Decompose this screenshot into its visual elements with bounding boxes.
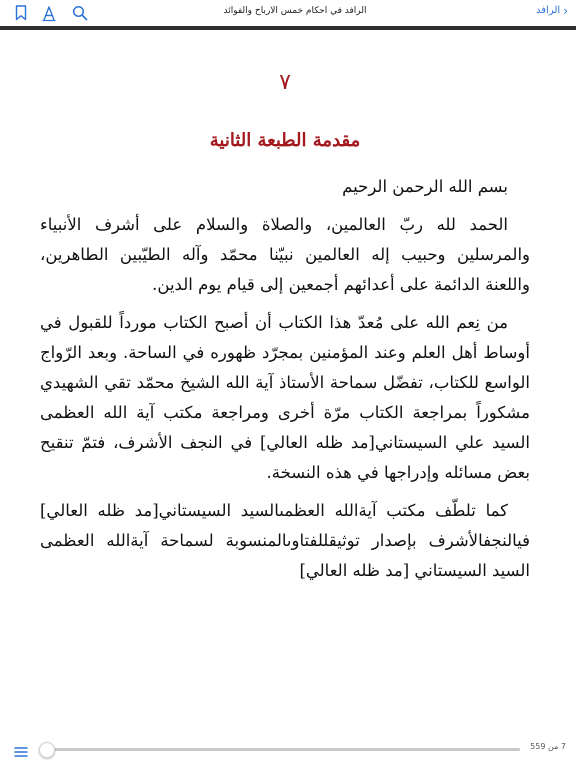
paragraph: كما تلطّف مكتب آيةالله العظمىالسيد السيستاني[مد ظله العالي] فيالنجفالأشرف بإصدار توثيقللفتاوىالمنسوبة لسماحة آيةالله العظمى السيد السيستاني [مد ظله العالي] <box>40 501 530 580</box>
font-size-icon[interactable] <box>40 4 58 22</box>
basmala-paragraph: بسم الله الرحمن الرحيم <box>342 177 508 196</box>
table-of-contents-icon[interactable] <box>14 744 28 758</box>
top-toolbar <box>0 0 576 30</box>
chevron-left-icon: ‹ <box>563 3 568 18</box>
bottom-toolbar <box>0 736 576 768</box>
page-slider-thumb[interactable] <box>39 742 55 758</box>
search-icon[interactable] <box>71 4 89 22</box>
body-text <box>40 172 530 594</box>
page-slider[interactable] <box>40 748 520 751</box>
book-title: الرافد في أحكام خمس الأرباح والفوائد <box>223 6 367 16</box>
page-number: ٧ <box>279 70 291 95</box>
page-indicator: 7 من 559 <box>530 742 566 751</box>
paragraph: من نِعم الله على مُعدّ هذا الكتاب أن أصبح الكتاب مورداً للقبول في أوساط أهل العلم وعند المؤمنين بمجرّد ظهوره في الساحة. وبعد الرّواج الواسع للكتاب، تفضّل سماحة الأستاذ آية الله الشيخ محمّد تقي الشهيدي مشكوراً بمراجعة الكتاب مرّة أخرى ومراجعة مكتب آية الله العظمى السيد علي السيستاني[مد ظله العالي] في النجف الأشرف، فتمّ تنقيح بعض مسائله وإدراجها في هذه النسخة. <box>40 313 530 482</box>
back-button-label: الرافد <box>536 5 561 16</box>
reader-page <box>40 30 530 736</box>
section-title: مقدمة الطبعة الثانية <box>209 130 361 151</box>
back-button[interactable] <box>536 5 568 16</box>
bookmark-icon[interactable] <box>12 4 30 22</box>
paragraph: الحمد لله ربّ العالمين، والصلاة والسلام على أشرف الأنبياء والمرسلين وحبيب إله العالمين نبيّنا محمّد وآله الطيّبين الطاهرين، واللعنة الدائمة على أعدائهم أجمعين إلى قيام يوم الدين. <box>40 215 530 294</box>
